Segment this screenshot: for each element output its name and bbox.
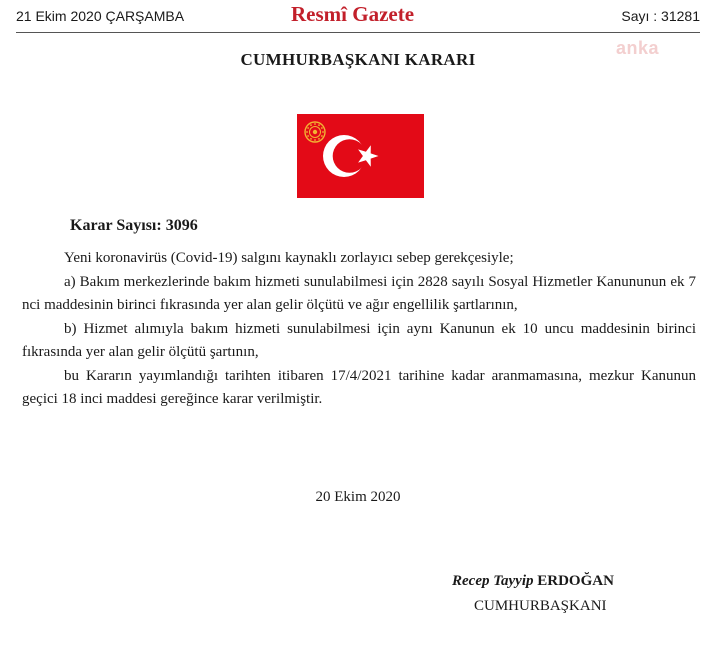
watermark-logo: anka (616, 38, 660, 58)
paragraph-conclusion: bu Kararın yayımlandığı tarihten itibaren 17/4/2021 tarihine kadar aranmamasına, mezkur Kanunun geçici 18 inci maddesi gereğince karar verilmiştir. (22, 367, 696, 407)
document-heading: CUMHURBAŞKANI KARARI (240, 50, 476, 69)
issue-number: Sayı : 31281 (621, 8, 700, 24)
gazette-date: 21 Ekim 2020 ÇARŞAMBA (16, 8, 185, 24)
signer-first-names: Recep Tayyip (452, 573, 534, 589)
paragraph-a: a) Bakım merkezlerinde bakım hizmeti sunulabilmesi için 2828 sayılı Sosyal Hizmetler Kanununun ek 7 nci maddesinin birinci fıkrasında yer alan gelir ölçütü ve ağır engellilik şartlarının, (22, 273, 696, 313)
signer-name (452, 573, 614, 590)
turkish-flag-emblem (297, 114, 424, 198)
paragraph-intro: Yeni koronavirüs (Covid-19) salgını kaynaklı zorlayıcı sebep gerekçesiyle; (64, 250, 514, 266)
crescent-inner (333, 139, 367, 173)
decision-body (22, 247, 696, 412)
signer-title: CUMHURBAŞKANI (474, 598, 607, 614)
signer-surname: ERDOĞAN (537, 573, 614, 589)
signature-date: 20 Ekim 2020 (315, 489, 401, 505)
header-divider (16, 32, 700, 33)
decision-number: Karar Sayısı: 3096 (70, 217, 198, 234)
gazette-title: Resmî Gazete (291, 2, 415, 26)
paragraph-b: b) Hizmet alımıyla bakım hizmeti sunulabilmesi için aynı Kanunun ek 10 uncu maddesinin birinci fıkrasında yer alan gelir ölçütü şartının, (22, 320, 696, 360)
